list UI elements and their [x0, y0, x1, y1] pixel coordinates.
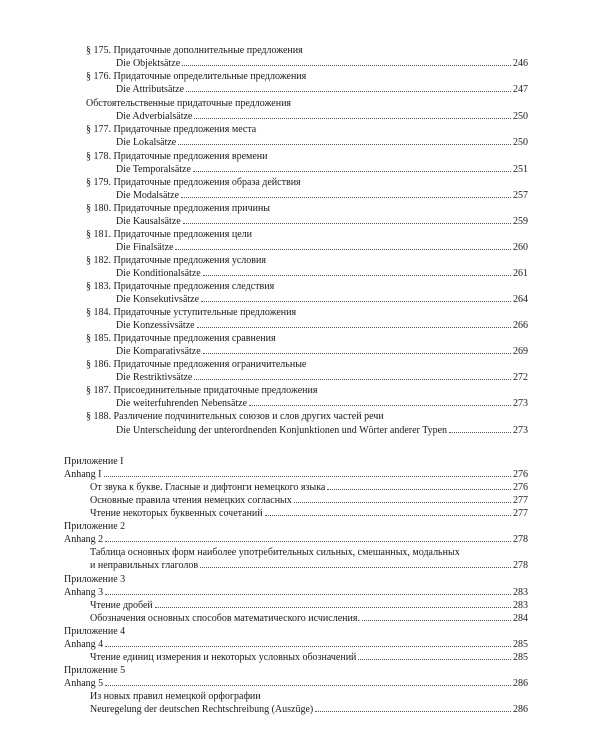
- toc-entry-178-sub[interactable]: Die Temporalsätze 251: [116, 164, 528, 175]
- toc-entry-188-sub[interactable]: Die Unterscheidung der unterordnenden Konjunktionen und Wörter anderer Typen 273: [116, 425, 528, 436]
- toc-entry-176-title: § 176. Придаточные определительные предложения: [86, 71, 307, 82]
- toc-entry-187-sub[interactable]: Die weiterfuhrenden Nebensätze 273: [116, 398, 528, 409]
- toc-entry-175-title: § 175. Придаточные дополнительные предложения: [86, 45, 303, 56]
- toc-entry-181-title: § 181. Придаточные предложения цели: [86, 229, 252, 240]
- appendix-5-title: Приложение 5: [64, 665, 126, 676]
- toc-entry-175-sub[interactable]: Die Objektsätze 246: [116, 58, 528, 69]
- appendix-1-title: Приложение I: [64, 456, 124, 467]
- toc-entry-188-title: § 188. Различение подчинительных союзов и слов других частей речи: [86, 411, 384, 422]
- appendix-5-item-line2[interactable]: Neuregelung der deutschen Rechtschreibung (Auszüge) 286: [90, 704, 528, 715]
- appendix-4-title: Приложение 4: [64, 626, 126, 637]
- toc-entry-181-sub[interactable]: Die Finalsätze 260: [116, 242, 528, 253]
- toc-entry-182-title: § 182. Придаточные предложения условия: [86, 255, 266, 266]
- toc-entry-186-title: § 186. Придаточные предложения ограничительные: [86, 359, 307, 370]
- toc-entry-184-title: § 184. Придаточные уступительные предложения: [86, 307, 297, 318]
- toc-entry-180-title: § 180. Придаточные предложения причины: [86, 203, 271, 214]
- appendix-1-anhang[interactable]: Anhang I 276: [64, 469, 528, 480]
- appendix-4-anhang[interactable]: Anhang 4 285: [64, 639, 528, 650]
- toc-entry-179-title: § 179. Придаточные предложения образа действия: [86, 177, 301, 188]
- appendix-3-anhang[interactable]: Anhang 3 283: [64, 587, 528, 598]
- toc-entry-179-sub[interactable]: Die Modalsätze 257: [116, 190, 528, 201]
- appendix-1-item[interactable]: Основные правила чтения немецких согласных 277: [90, 495, 528, 506]
- toc-entry-adverbial-title: Обстоятельственные придаточные предложения: [86, 98, 292, 109]
- toc-entry-177-title: § 177. Придаточные предложения места: [86, 124, 257, 135]
- toc-entry-182-sub[interactable]: Die Konditionalsätze 261: [116, 268, 528, 279]
- toc-entry-184-sub[interactable]: Die Konzessivsätze 266: [116, 320, 528, 331]
- appendix-5-anhang[interactable]: Anhang 5 286: [64, 678, 528, 689]
- toc-entry-183-title: § 183. Придаточные предложения следствия: [86, 281, 275, 292]
- appendix-2-anhang[interactable]: Anhang 2 278: [64, 534, 528, 545]
- toc-entry-185-title: § 185. Придаточные предложения сравнения: [86, 333, 276, 344]
- appendix-2-title: Приложение 2: [64, 521, 126, 532]
- appendix-3-item[interactable]: Обозначения основных способов математического исчисления. 284: [90, 613, 528, 624]
- toc-entry-180-sub[interactable]: Die Kausalsätze 259: [116, 216, 528, 227]
- appendix-4-item[interactable]: Чтение единиц измерения и некоторых условных обозначений 285: [90, 652, 528, 663]
- appendix-2-item-line2[interactable]: и неправильных глаголов 278: [90, 560, 528, 571]
- appendix-3-item[interactable]: Чтение дробей 283: [90, 600, 528, 611]
- toc-entry-adverbial-sub[interactable]: Die Adverbialsätze 250: [116, 111, 528, 122]
- appendix-2-item-line1: Таблица основных форм наиболее употребительных сильных, смешанных, модальных: [90, 547, 460, 558]
- toc-entry-177-sub[interactable]: Die Lokalsätze 250: [116, 137, 528, 148]
- toc-entry-176-sub[interactable]: Die Attributsätze 247: [116, 84, 528, 95]
- toc-entry-178-title: § 178. Придаточные предложения времени: [86, 151, 268, 162]
- toc-entry-185-sub[interactable]: Die Komparativsätze 269: [116, 346, 528, 357]
- appendix-3-title: Приложение 3: [64, 574, 126, 585]
- toc-entry-187-title: § 187. Присоединительные придаточные предложения: [86, 385, 318, 396]
- appendix-5-item-line1: Из новых правил немецкой орфографии: [90, 691, 261, 702]
- toc-entry-183-sub[interactable]: Die Konsekutivsätze 264: [116, 294, 528, 305]
- toc-entry-186-sub[interactable]: Die Restriktivsätze 272: [116, 372, 528, 383]
- appendix-1-item[interactable]: Чтение некоторых буквенных сочетаний 277: [90, 508, 528, 519]
- appendix-1-item[interactable]: От звука к букве. Гласные и дифтонги немецкого языка 276: [90, 482, 528, 493]
